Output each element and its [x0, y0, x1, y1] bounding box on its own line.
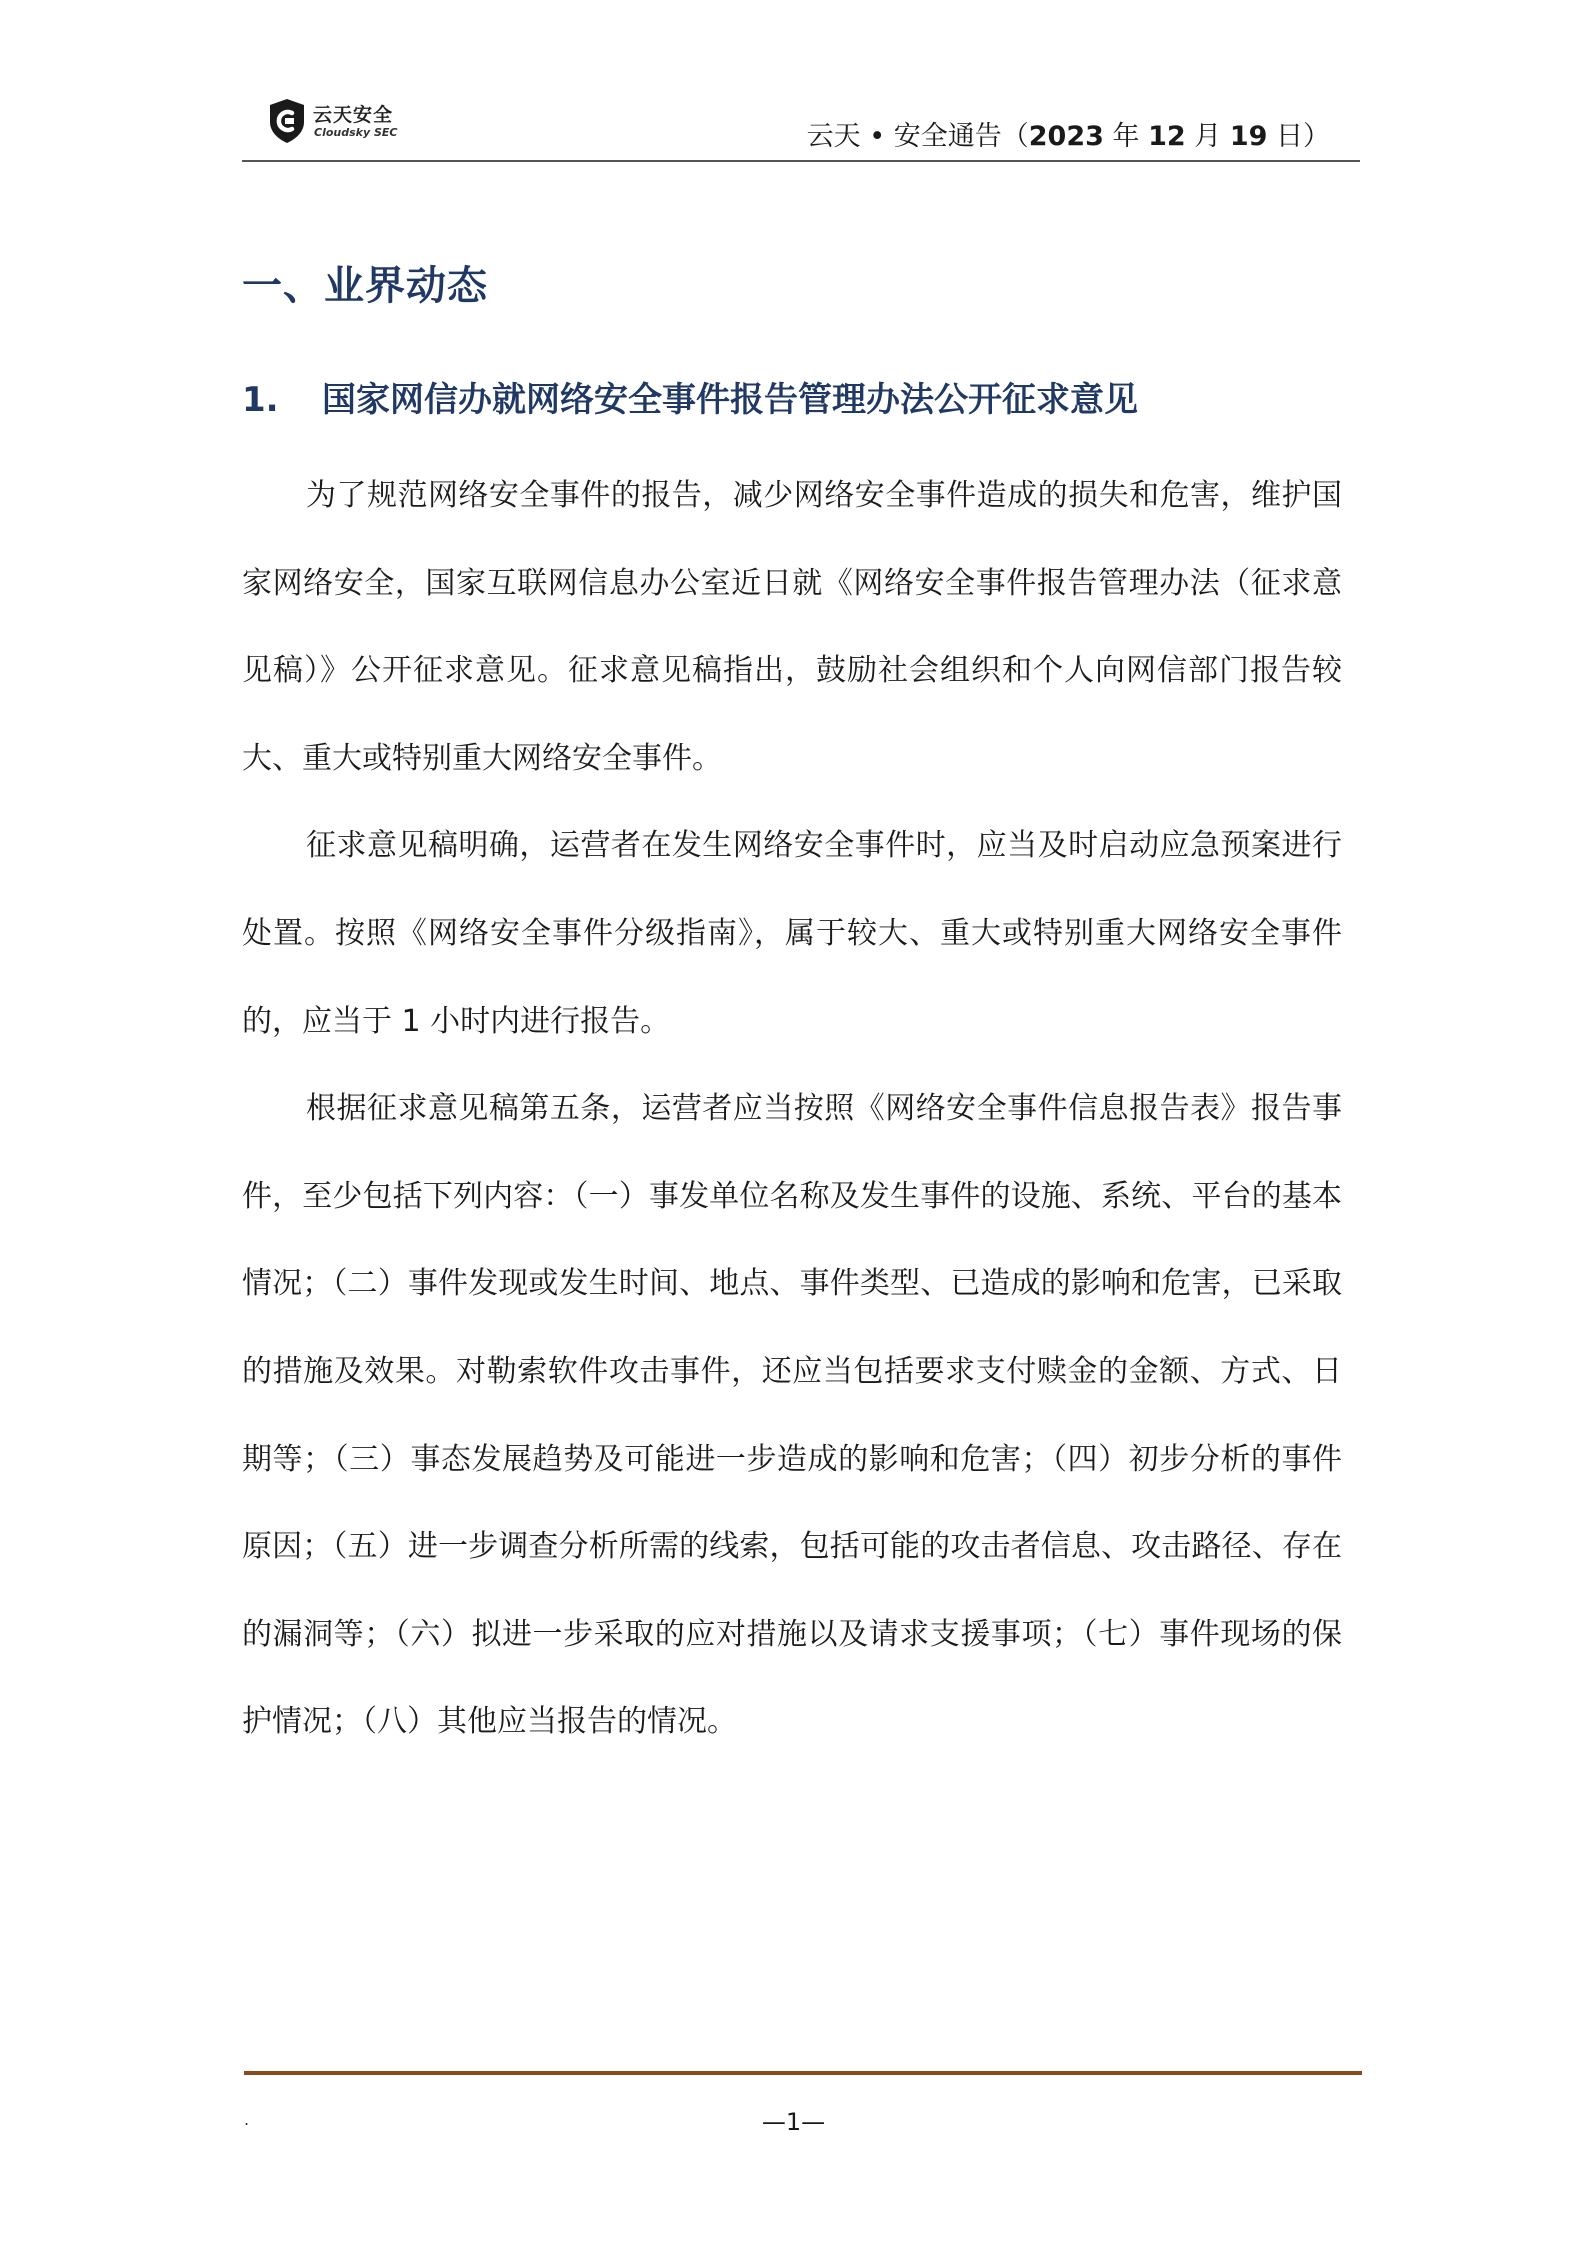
article-heading [242, 372, 1138, 421]
paragraph: 征求意见稿明确，运营者在发生网络安全事件时，应当及时启动应急预案进行处置。按照《网络安全事件分级指南》，属于较大、重大或特别重大网络安全事件的，应当于 1 小时内进行报告。 [242, 828, 1342, 1039]
bulletin-year-unit: 年 [1103, 121, 1149, 152]
bulletin-title [807, 114, 1330, 153]
article-body [242, 452, 1342, 1766]
footer-dot: . [244, 2110, 250, 2129]
shield-logo-icon [267, 98, 307, 144]
page-header [242, 96, 1360, 162]
logo-text-en: Cloudsky SEC [314, 126, 398, 139]
header-divider [242, 160, 1360, 162]
page-number: —1— [761, 2108, 826, 2136]
section-heading: 一、业界动态 [242, 263, 488, 309]
bulletin-day-unit: 日） [1267, 121, 1330, 152]
bulletin-title-prefix: 云天 • 安全通告（ [806, 121, 1029, 152]
bulletin-day: 19 [1229, 121, 1268, 152]
bulletin-year: 2023 [1028, 121, 1104, 152]
footer-divider [244, 2071, 1362, 2075]
bulletin-month-unit: 月 [1185, 121, 1230, 152]
article-title: 国家网信办就网络安全事件报告管理办法公开征求意见 [322, 380, 1138, 420]
paragraph: 根据征求意见稿第五条，运营者应当按照《网络安全事件信息报告表》报告事件，至少包括下列内容：（一）事发单位名称及发生事件的设施、系统、平台的基本情况；（二）事件发现或发生时间、地点、事件类型、已造成的影响和危害，已采取的措施及效果。对勒索软件攻击事件，还应当包括要求支付赎金的金额、方式、日期等；（三）事态发展趋势及可能进一步造成的影响和危害；（四）初步分析的事件原因；（五）进一步调查分析所需的线索，包括可能的攻击者信息、攻击路径、存在的漏洞等；（六）拟进一步采取的应对措施以及请求支援事项；（七）事件现场的保护情况；（八）其他应当报告的情况。 [242, 1091, 1342, 1740]
logo-text-cn: 云天安全 [313, 104, 394, 126]
company-logo [267, 98, 447, 146]
bulletin-month: 12 [1148, 121, 1186, 152]
article-number: 1. [242, 380, 279, 420]
paragraph: 为了规范网络安全事件的报告，减少网络安全事件造成的损失和危害，维护国家网络安全，国家互联网信息办公室近日就《网络安全事件报告管理办法（征求意见稿）》公开征求意见。征求意见稿指出，鼓励社会组织和个人向网信部门报告较大、重大或特别重大网络安全事件。 [242, 478, 1342, 776]
